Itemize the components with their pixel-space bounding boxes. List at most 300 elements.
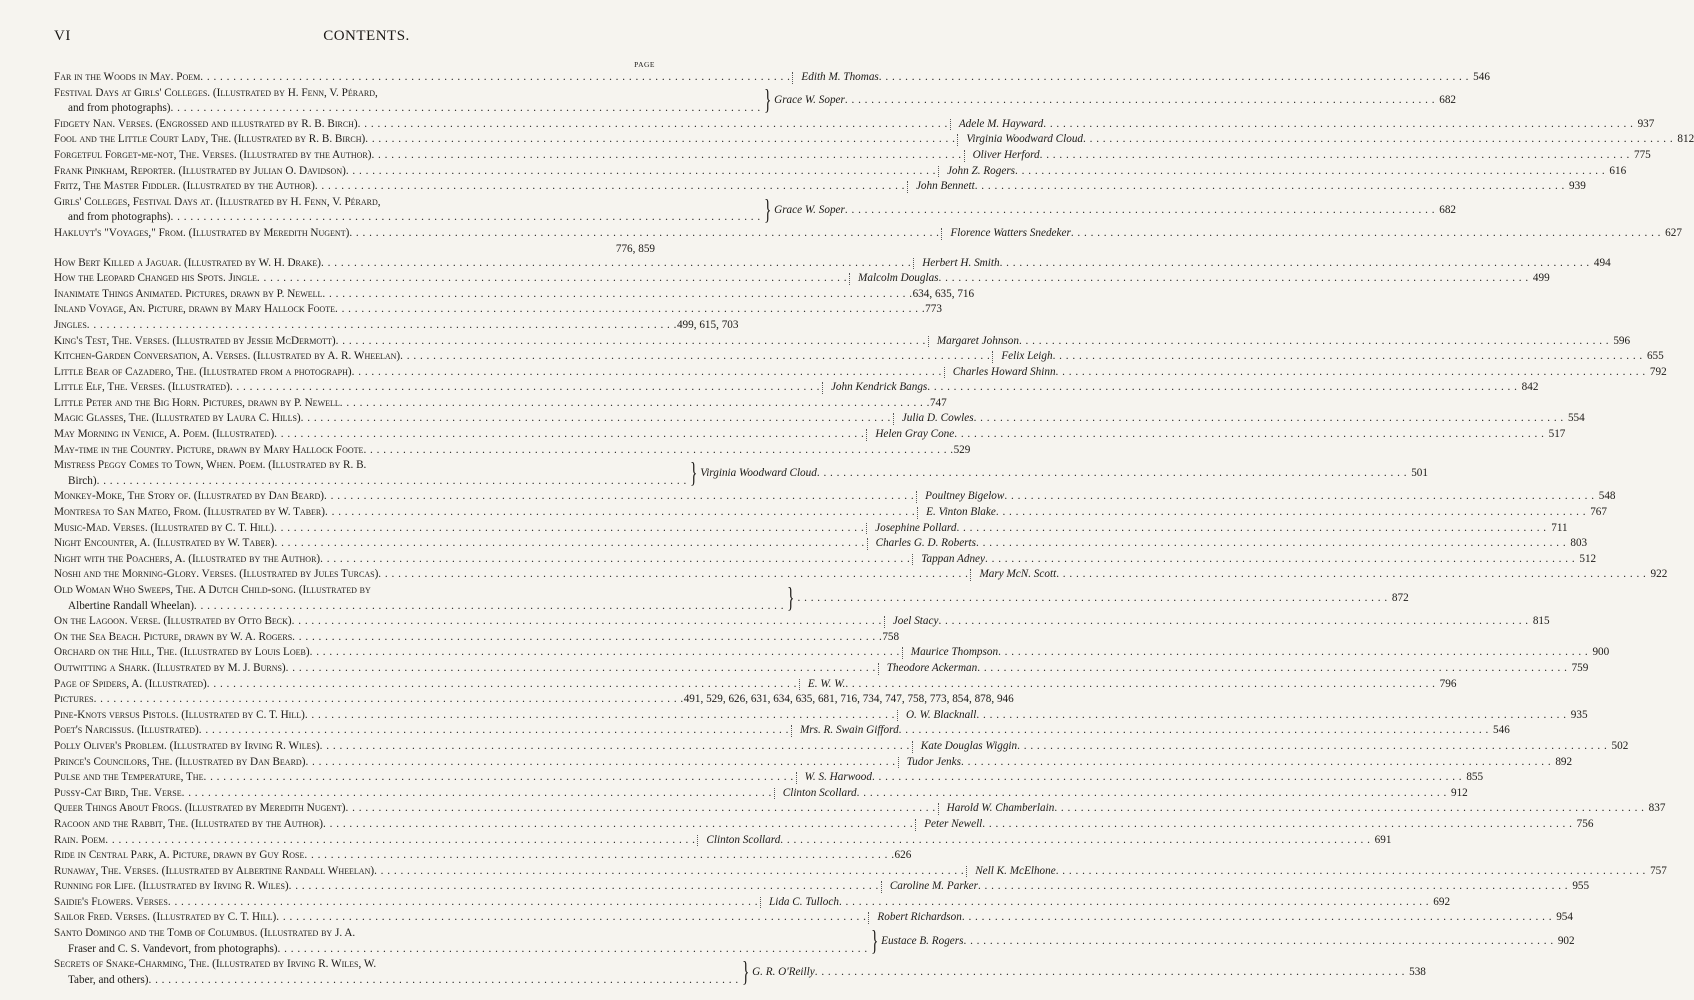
separator-mark <box>970 569 977 581</box>
contents-entry <box>54 365 1667 381</box>
leader-dots <box>978 879 1568 895</box>
entry-title: Saidie's Flowers. Verses . . . <box>54 895 758 911</box>
entry-author: Herbert H. Smith . . . <box>922 256 1590 272</box>
leader-dots <box>1040 148 1630 164</box>
separator-mark <box>760 897 767 909</box>
entry-page: 691 <box>1374 833 1392 846</box>
separator-mark <box>916 491 923 503</box>
entry-page: 837 <box>1648 802 1666 815</box>
leader-dots <box>845 93 1435 109</box>
separator-mark <box>866 429 873 441</box>
brace-mark: } <box>689 458 698 490</box>
contents-entry <box>54 427 1566 443</box>
leader-dots <box>182 786 772 802</box>
entry-page: 767 <box>1590 506 1607 519</box>
leader-dots <box>340 396 930 412</box>
entry-title: Old Woman Who Sweeps, The. A Dutch Child-song. (Illustrated by Albertine Randall Wheelan) . . . <box>54 583 784 614</box>
leader-dots <box>1043 117 1633 133</box>
entry-author: Kate Douglas Wiggin . . . <box>921 739 1607 755</box>
leader-dots <box>292 630 882 646</box>
entry-title: Far in the Woods in May. Poem . . . <box>54 70 790 86</box>
entry-author: Grace W. Soper . . . <box>774 195 1435 226</box>
leader-dots <box>374 864 964 880</box>
entry-page: 499, 615, 703 <box>676 318 739 331</box>
entry-title: Pictures <box>54 693 94 706</box>
leader-dots <box>974 411 1564 427</box>
separator-mark <box>898 757 905 769</box>
contents-entry <box>54 443 971 459</box>
entry-page: 616 <box>1609 164 1627 177</box>
entry-author: Poultney Bigelow . . . <box>925 489 1594 505</box>
leader-dots <box>87 318 677 334</box>
entry-page: 548 <box>1598 490 1616 503</box>
brace-mark: } <box>787 582 795 614</box>
leader-dots <box>879 70 1469 86</box>
entry-page: 494 <box>1593 256 1611 269</box>
leader-dots <box>105 833 695 849</box>
entry-page: 815 <box>1532 615 1550 628</box>
entry-page: 955 <box>1572 880 1590 893</box>
contents-entry <box>54 132 1694 148</box>
leader-dots <box>321 256 911 272</box>
contents-entry <box>54 630 900 646</box>
contents-entry <box>54 925 1575 957</box>
contents-list <box>54 70 1694 989</box>
contents-entry <box>54 864 1667 880</box>
entry-title: Fidgety Nan. Verses. (Engrossed and illustrated by R. B. Birch) . . . <box>54 117 948 133</box>
leader-dots <box>199 723 789 739</box>
leader-dots <box>207 677 797 693</box>
contents-entry <box>54 739 1629 755</box>
contents-entry <box>54 801 1666 817</box>
contents-entry <box>54 770 1484 786</box>
contents-entry <box>54 411 1585 427</box>
entry-author: Eustace B. Rogers . . . <box>881 926 1553 957</box>
entry-page: 872 <box>1391 591 1409 604</box>
entry-title: Kitchen-Garden Conversation, A. Verses. (Illustrated by A. R. Wheelan) . . . <box>54 349 990 365</box>
separator-mark <box>941 228 948 240</box>
entry-author: O. W. Blacknall . . . <box>906 708 1567 724</box>
entry-author <box>798 583 1388 614</box>
entry-page: 634, 635, 716 <box>912 287 975 300</box>
leader-dots <box>939 271 1529 287</box>
leader-dots <box>780 833 1370 849</box>
entry-page: 596 <box>1613 334 1631 347</box>
separator-mark <box>938 166 945 178</box>
leader-dots <box>1056 864 1646 880</box>
leader-dots <box>322 287 912 303</box>
entry-page: 554 <box>1567 412 1585 425</box>
separator-mark <box>915 819 922 831</box>
entry-author: Grace W. Soper . . . <box>774 86 1435 117</box>
leader-dots <box>200 70 790 86</box>
leader-dots <box>1017 739 1607 755</box>
entry-title: Outwitting a Shark. (Illustrated by M. J. Burns) . . . <box>54 661 876 677</box>
leader-dots <box>371 148 961 164</box>
brace-mark: } <box>763 85 772 117</box>
leader-dots <box>976 536 1566 552</box>
entry-title: Little Bear of Cazadero, The. (Illustrated from a photograph) . . . <box>54 365 942 381</box>
brace-mark: } <box>763 194 772 226</box>
contents-entry <box>54 194 1457 226</box>
entry-author: Peter Newell . . . <box>924 817 1572 833</box>
entry-page: 812 <box>1677 133 1694 146</box>
entry-title: Magic Glasses, The. (Illustrated by Laura C. Hills) . . . <box>54 411 891 427</box>
contents-entry <box>54 677 1457 693</box>
entry-author: Florence Watters Snedeker . . . <box>950 226 1660 242</box>
leader-dots <box>352 365 942 381</box>
leader-dots <box>97 474 687 490</box>
leader-dots <box>323 817 913 833</box>
contents-entry <box>54 334 1631 350</box>
entry-title: Little Elf, The. Verses. (Illustrated) . . . <box>54 380 820 396</box>
leader-dots <box>363 443 953 459</box>
entry-title: Pulse and the Temperature, The . . . <box>54 770 794 786</box>
entry-title: How Bert Killed a Jaguar. (Illustrated by W. H. Drake) . . . <box>54 256 911 272</box>
leader-dots <box>963 934 1553 950</box>
entry-author: E. Vinton Blake . . . <box>926 505 1586 521</box>
entry-author: Robert Richardson . . . <box>877 910 1552 926</box>
contents-entry <box>54 85 1457 117</box>
entry-title: On the Sea Beach. Picture, drawn by W. A. Rogers <box>54 630 293 643</box>
contents-entry <box>54 661 1589 677</box>
entry-title: Page of Spiders, A. (Illustrated) . . . <box>54 677 797 693</box>
entry-title: Jingles <box>54 318 87 331</box>
entry-title: Santo Domingo and the Tomb of Columbus. (Illustrated by J. A. Fraser and C. S. Vandevort, from photographs) . . . <box>54 926 868 957</box>
leader-dots <box>320 739 910 755</box>
page-column-label: PAGE <box>634 60 655 69</box>
contents-entry <box>54 70 1490 86</box>
entry-page: 627 <box>1665 226 1682 239</box>
entry-title: Racoon and the Rabbit, The. (Illustrated by the Author) . . . <box>54 817 913 833</box>
entry-page: 491, 529, 626, 631, 634, 635, 681, 716, 734, 747, 758, 773, 854, 878, 946 <box>683 693 1014 706</box>
leader-dots <box>346 801 936 817</box>
leader-dots <box>376 957 738 973</box>
entry-title: Music-Mad. Verses. (Illustrated by C. T. Hill) . . . <box>54 521 864 537</box>
contents-entry <box>54 848 912 864</box>
entry-title: Festival Days at Girls' Colleges. (Illustrated by H. Fenn, V. Pérard, and from photographs) . . . <box>54 86 761 117</box>
entry-title: Fool and the Little Court Lady, The. (Illustrated by R. B. Birch) . . . <box>54 132 955 148</box>
entry-author: E. W. W. . . . <box>808 677 1436 693</box>
contents-entry <box>54 692 1014 708</box>
contents-entry <box>54 489 1616 505</box>
entry-page: 682 <box>1439 94 1457 107</box>
separator-mark <box>938 803 945 815</box>
separator-mark <box>868 912 875 924</box>
page-header <box>54 28 655 50</box>
entry-author: Malcolm Douglas . . . <box>858 271 1529 287</box>
entry-page: 546 <box>1473 71 1490 83</box>
leader-dots <box>1000 256 1590 272</box>
contents-entry <box>54 536 1588 552</box>
entry-page: 922 <box>1650 568 1668 581</box>
contents-entry <box>54 614 1550 630</box>
entry-page: 796 <box>1439 677 1457 690</box>
entry-author: Joel Stacy . . . <box>893 614 1529 630</box>
separator-mark <box>913 258 920 270</box>
entry-author: Nell K. McElhone . . . <box>975 864 1646 880</box>
entry-author: Caroline M. Parker . . . <box>890 879 1568 895</box>
entry-title: Polly Oliver's Problem. (Illustrated by Irving R. Wiles) . . . <box>54 739 910 755</box>
leader-dots <box>378 86 761 102</box>
separator-mark <box>944 367 951 379</box>
separator-mark <box>849 273 856 285</box>
entry-author: Clinton Scollard . . . <box>706 833 1370 849</box>
entry-page: 692 <box>1433 895 1451 908</box>
leader-dots <box>168 895 758 911</box>
entry-page: 502 <box>1611 739 1629 752</box>
leader-dots <box>335 302 925 318</box>
leader-dots <box>1019 334 1609 350</box>
entry-page: 935 <box>1570 708 1588 721</box>
leader-dots <box>274 521 864 537</box>
separator-mark <box>878 663 885 675</box>
contents-entry <box>54 271 1550 287</box>
entry-author: John Kendrick Bangs . . . <box>831 380 1517 396</box>
contents-entry <box>54 567 1668 583</box>
entry-author: Tappan Adney . . . <box>921 552 1575 568</box>
entry-author: Virginia Woodward Cloud . . . <box>700 458 1407 489</box>
entry-author: Charles Howard Shinn . . . <box>953 365 1646 381</box>
entry-title: Inland Voyage, An. Picture, drawn by Mary Hallock Foote <box>54 303 335 316</box>
entry-title: Sailor Fred. Verses. (Illustrated by C. T. Hill) . . . <box>54 910 866 926</box>
entry-author: Harold W. Chamberlain . . . <box>947 801 1645 817</box>
entry-page: 900 <box>1592 646 1610 659</box>
entry-title: Rain. Poem . . . <box>54 833 695 849</box>
leader-dots <box>274 427 864 443</box>
leader-dots <box>171 210 761 226</box>
leader-dots <box>798 591 1388 607</box>
leader-dots <box>203 770 793 786</box>
leader-dots <box>839 895 1429 911</box>
contents-entry <box>54 895 1451 911</box>
leader-dots <box>400 349 990 365</box>
contents-entry <box>54 521 1568 537</box>
entry-author: G. R. O'Reilly . . . <box>752 957 1405 988</box>
separator-mark <box>992 351 999 363</box>
contents-entry <box>54 833 1392 849</box>
leader-dots <box>304 848 894 864</box>
entry-title: Prince's Councilors, The. (Illustrated by Dan Beard) . . . <box>54 755 896 771</box>
entry-title: How the Leopard Changed his Spots. Jingle . . . <box>54 271 847 287</box>
entry-page: 501 <box>1411 467 1428 480</box>
leader-dots <box>982 817 1572 833</box>
leader-dots <box>857 786 1447 802</box>
entry-page: 626 <box>894 849 912 862</box>
leader-dots <box>381 195 761 211</box>
leader-dots <box>976 708 1566 724</box>
leader-dots <box>278 942 868 958</box>
leader-dots <box>845 203 1435 219</box>
leader-dots <box>378 567 968 583</box>
entry-page: 939 <box>1569 180 1586 193</box>
leader-dots <box>1054 801 1644 817</box>
leader-dots <box>349 226 939 242</box>
entry-title: Mistress Peggy Comes to Town, When. Poem. (Illustrated by R. B. Birch) . . . <box>54 458 687 489</box>
entry-author: Margaret Johnson . . . <box>937 334 1609 350</box>
entry-title: Running for Life. (Illustrated by Irving R. Wiles) . . . <box>54 879 879 895</box>
entry-page: 937 <box>1637 117 1655 130</box>
entry-page: 954 <box>1556 911 1573 924</box>
contents-entry <box>54 755 1573 771</box>
leader-dots <box>975 179 1565 195</box>
contents-entry <box>54 505 1607 521</box>
leader-dots <box>305 708 895 724</box>
separator-mark <box>912 741 919 753</box>
leader-dots <box>324 489 914 505</box>
entry-title: Poet's Narcissus. (Illustrated) . . . <box>54 723 789 739</box>
leader-dots <box>961 755 1551 771</box>
entry-title: Orchard on the Hill, The. (Illustrated by Louis Loeb) . . . <box>54 645 900 661</box>
contents-entry <box>54 723 1510 739</box>
entry-title: Runaway, The. Verses. (Illustrated by Albertine Randall Wheelan) . . . <box>54 864 964 880</box>
entry-page: 538 <box>1409 966 1426 979</box>
entry-title: Pine-Knots versus Pistols. (Illustrated by C. T. Hill) . . . <box>54 708 895 724</box>
leader-dots <box>927 380 1517 396</box>
entry-page: 512 <box>1579 552 1597 565</box>
leader-dots <box>366 458 686 474</box>
page-number: VI <box>54 28 71 44</box>
entry-title: Montresa to San Mateo, From. (Illustrated by W. Taber) . . . <box>54 505 915 521</box>
entry-title: Frank Pinkham, Reporter. (Illustrated by Julian O. Davidson) . . . <box>54 164 936 180</box>
entry-page: 655 <box>1646 350 1664 363</box>
contents-entry <box>54 302 942 318</box>
contents-entry <box>54 226 1682 242</box>
separator-mark <box>884 616 891 628</box>
contents-entry <box>54 318 739 334</box>
entry-page: 792 <box>1649 365 1667 378</box>
entry-page: 529 <box>953 443 971 456</box>
entry-title: Pussy-Cat Bird, The. Verse . . . <box>54 786 772 802</box>
contents-entry <box>54 164 1627 180</box>
entry-title: Night Encounter, A. (Illustrated by W. Taber) . . . <box>54 536 865 552</box>
entry-author: Virginia Woodward Cloud . . . <box>966 132 1673 148</box>
separator-mark <box>957 134 964 146</box>
entry-page: 499 <box>1532 272 1550 285</box>
contents-entry <box>54 957 1426 989</box>
entry-author: Theodore Ackerman . . . <box>887 661 1568 677</box>
leader-dots <box>305 755 895 771</box>
entry-author: Josephine Pollard . . . <box>875 521 1546 537</box>
leader-dots <box>845 677 1435 693</box>
entry-author: John Bennett . . . <box>916 179 1565 195</box>
contents-entry <box>54 117 1655 133</box>
separator-mark <box>950 119 957 131</box>
entry-page: 517 <box>1548 428 1566 441</box>
entry-page: 757 <box>1650 864 1667 877</box>
entry-page: 711 <box>1551 521 1568 534</box>
separator-mark <box>928 336 935 348</box>
leader-dots <box>899 723 1489 739</box>
contents-entry <box>54 380 1539 396</box>
separator-mark <box>912 554 919 566</box>
entry-author: Helen Gray Cone . . . <box>875 427 1544 443</box>
entry-title: Fritz, The Master Fiddler. (Illustrated by the Author) . . . <box>54 179 905 195</box>
entry-author: Maurice Thompson . . . <box>911 645 1588 661</box>
separator-mark <box>822 382 829 394</box>
entry-author: John Z. Rogers . . . <box>947 164 1605 180</box>
leader-dots <box>985 552 1575 568</box>
entry-title: Queer Things About Frogs. (Illustrated by Meredith Nugent) . . . <box>54 801 936 817</box>
leader-dots <box>996 505 1586 521</box>
entry-author: Mary McN. Scott . . . <box>979 567 1646 583</box>
entry-author: W. S. Harwood . . . <box>805 770 1462 786</box>
leader-dots <box>1015 164 1605 180</box>
contents-entry <box>54 148 1651 164</box>
leader-dots <box>292 614 882 630</box>
leader-dots <box>371 583 784 599</box>
entry-title: Girls' Colleges, Festival Days at. (Illustrated by H. Fenn, V. Pérard, and from photographs) . . . <box>54 195 761 226</box>
contents-entry <box>54 582 1409 614</box>
separator-mark <box>881 881 888 893</box>
entry-page: 546 <box>1493 724 1510 737</box>
leader-dots <box>1056 567 1646 583</box>
separator-mark <box>897 710 904 722</box>
entry-page: 758 <box>882 630 900 643</box>
entry-author: Clinton Scollard . . . <box>783 786 1447 802</box>
leader-dots <box>1071 226 1661 242</box>
entry-page: 902 <box>1557 934 1575 947</box>
leader-dots <box>301 411 891 427</box>
leader-dots <box>1056 365 1646 381</box>
separator-mark <box>893 413 900 425</box>
entry-title: Noshi and the Morning-Glory. Verses. (Illustrated by Jules Turcas) . . . <box>54 567 968 583</box>
separator-mark <box>866 523 873 535</box>
entry-title: Ride in Central Park, A. Picture, drawn by Guy Rose <box>54 849 305 862</box>
entry-author: Julia D. Cowles . . . <box>902 411 1564 427</box>
separator-mark <box>697 835 704 847</box>
contents-entry <box>54 645 1610 661</box>
entry-title: Little Peter and the Big Horn. Pictures, drawn by P. Newell <box>54 396 340 409</box>
leader-dots <box>325 505 915 521</box>
leader-dots <box>977 661 1567 677</box>
contents-entry <box>54 786 1468 802</box>
leader-dots <box>148 973 738 989</box>
leader-dots <box>872 770 1462 786</box>
contents-entry <box>54 287 975 303</box>
entry-page: 842 <box>1521 381 1539 394</box>
entry-author: Edith M. Thomas . . . <box>801 70 1469 86</box>
separator-mark <box>964 150 971 162</box>
entry-author: Mrs. R. Swain Gifford . . . <box>800 723 1489 739</box>
separator-mark <box>799 679 806 691</box>
entry-title: Monkey-Moke, The Story of. (Illustrated by Dan Beard) . . . <box>54 489 914 505</box>
contents-entry <box>54 552 1597 568</box>
entry-author: Oliver Herford . . . <box>973 148 1630 164</box>
leader-dots <box>1053 349 1643 365</box>
contents-entry <box>54 879 1590 895</box>
leader-dots <box>336 334 926 350</box>
entry-title: On the Lagoon. Verse. (Illustrated by Otto Beck) . . . <box>54 614 882 630</box>
leader-dots <box>289 879 879 895</box>
entry-page: 773 <box>925 303 942 316</box>
entry-title: Hakluyt's "Voyages," From. (Illustrated by Meredith Nugent) . . . <box>54 226 939 242</box>
entry-title: May Morning in Venice, A. Poem. (Illustrated) . . . <box>54 427 864 443</box>
leader-dots <box>230 380 820 396</box>
entry-page: 892 <box>1555 755 1573 768</box>
separator-mark <box>917 507 924 519</box>
entry-author: Lida C. Tulloch . . . <box>769 895 1429 911</box>
leader-dots <box>954 427 1544 443</box>
entry-author: Felix Leigh . . . <box>1001 349 1642 365</box>
entry-author: Tudor Jenks . . . <box>907 755 1552 771</box>
separator-mark <box>902 647 909 659</box>
entry-page: 775 <box>1633 148 1651 161</box>
entry-extra-pages: 776, 859 <box>615 242 655 255</box>
leader-dots <box>815 965 1405 981</box>
separator-mark <box>791 725 798 737</box>
contents-entry <box>54 256 1611 272</box>
